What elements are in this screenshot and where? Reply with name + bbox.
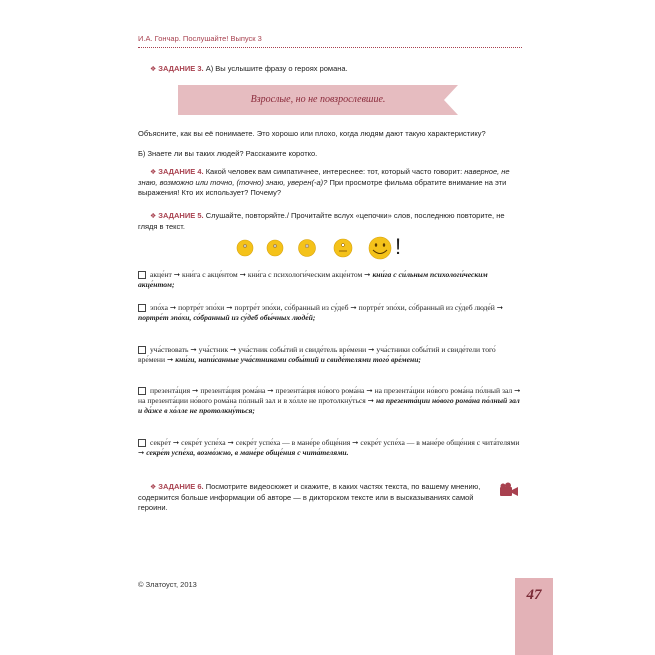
item-plain-text: презента́ция ➞ презента́ция рома́на ➞ презента́ция но́вого рома́на ➞ на презента́ции но́вого рома́на по́лный зал ➞ на презента́ции но́вого рома́на по́лный зал и в хо́лле не протолкну́ться ➞ [138,386,521,405]
item-plain-text: эпо́ха ➞ портре́т эпо́хи ➞ портре́т эпо́хи, со́бранный из су́деб ➞ портре́т эпо́хи, со́бранный из су́деб люде́й ➞ [150,303,504,312]
task4-text-italic: наверное, не знаю, возможно или точно, (точно) знаю, уверен(-а)? [138,167,510,187]
task3-intro-text: А) Вы услышите фразу о героях романа. [205,64,348,73]
smileys-graphic [236,234,416,264]
checkbox-icon [138,271,146,279]
diamond-icon: ❖ [150,169,157,176]
task5-text [138,211,522,232]
item-bold-text: кни́ги, напи́санные уча́стниками собы́тий и свиде́телями того́ вре́мени; [175,355,421,364]
task3-paragraph-1: Объясните, как вы её понимаете. Это хорошо или плохо, когда людям дают такую характеристику? [138,129,486,138]
checkbox-icon [138,304,146,312]
item-bold-text: на презента́ции но́вого рома́на по́лный зал и да́же в хо́лле не протолкну́ться; [138,396,520,415]
quote-ribbon [178,85,458,115]
task4-text-a: Какой человек вам симпатичнее, интереснее: тот, который часто говорит: [205,167,465,176]
list-item [138,386,523,416]
ribbon-quote: Взрослые, но не повзрослевшие. [250,94,386,105]
task3-intro [150,64,520,75]
task6-label: ЗАДАНИЕ 6. [158,482,204,491]
item-bold-text: секре́т успе́ха, возмо́жно, в мане́ре обще́ния с чита́телями. [146,448,349,457]
diamond-icon: ❖ [150,213,157,220]
task5-instruction: Слушайте, повторяйте./ Прочитайте вслух «цепочки» слов, последнюю повторите, не глядя в текст. [138,211,505,231]
diamond-icon: ❖ [150,66,157,73]
task4-label: ЗАДАНИЕ 4. [158,167,204,176]
smiley-icon-4 [334,239,352,257]
list-item [138,438,523,458]
task4-text-b: При просмотре фильма обратите внимание на эти выражения! Кто их использует? Почему? [138,178,507,197]
task5-label: ЗАДАНИЕ 5. [158,211,204,220]
checkbox-icon [138,439,146,447]
task3-paragraph-2: Б) Знаете ли вы таких людей? Расскажите коротко. [138,149,318,158]
item-plain-text: акце́нт ➞ кни́га с акце́нтом ➞ кни́га с психологи́ческим акце́нтом ➞ [150,270,373,279]
checkbox-icon [138,346,146,354]
task6-instruction: Посмотрите видеосюжет и скажите, в каких частях текста, по вашему мнению, содержится больше информации об авторе — в дикторском тексте или в высказываниях самой героини. [138,482,481,512]
smiley-icon-3 [299,240,316,257]
video-camera-icon [498,482,520,498]
task4-text [138,167,522,198]
item-bold-text: портре́т эпо́хи, со́бранный из су́деб обы́чных люде́й; [138,313,316,322]
copyright: © Златоуст, 2013 [138,580,197,589]
running-header: И.А. Гончар. Послушайте! Выпуск 3 [138,34,522,48]
smiley-icon-2 [267,240,283,256]
task3-label: ЗАДАНИЕ 3. [158,64,204,73]
smiley-icon-5 [369,237,391,259]
list-item [138,303,523,323]
list-item [138,345,523,365]
exclamation-mark: ! [395,234,402,259]
diamond-icon: ❖ [150,484,157,491]
item-bold-text: кни́га с си́льным психологи́ческим акце́нтом; [138,270,488,289]
smiley-row [236,234,416,264]
list-item [138,270,523,290]
task6-text [138,482,494,513]
item-plain-text: уча́ствовать ➞ уча́стник ➞ уча́стник собы́тий и свиде́тель вре́мени ➞ уча́стники собы́тий и свиде́тели того́ вре́мени ➞ [138,345,496,364]
page-number-box [515,578,553,655]
page-number: 47 [526,587,542,603]
checkbox-icon [138,387,146,395]
smiley-icon-1 [237,240,253,256]
item-plain-text: секре́т ➞ секре́т успе́ха ➞ секре́т успе́ха — в мане́ре обще́ния ➞ секре́т успе́ха — в мане́ре обще́ния с чита́телями ➞ [138,438,520,457]
